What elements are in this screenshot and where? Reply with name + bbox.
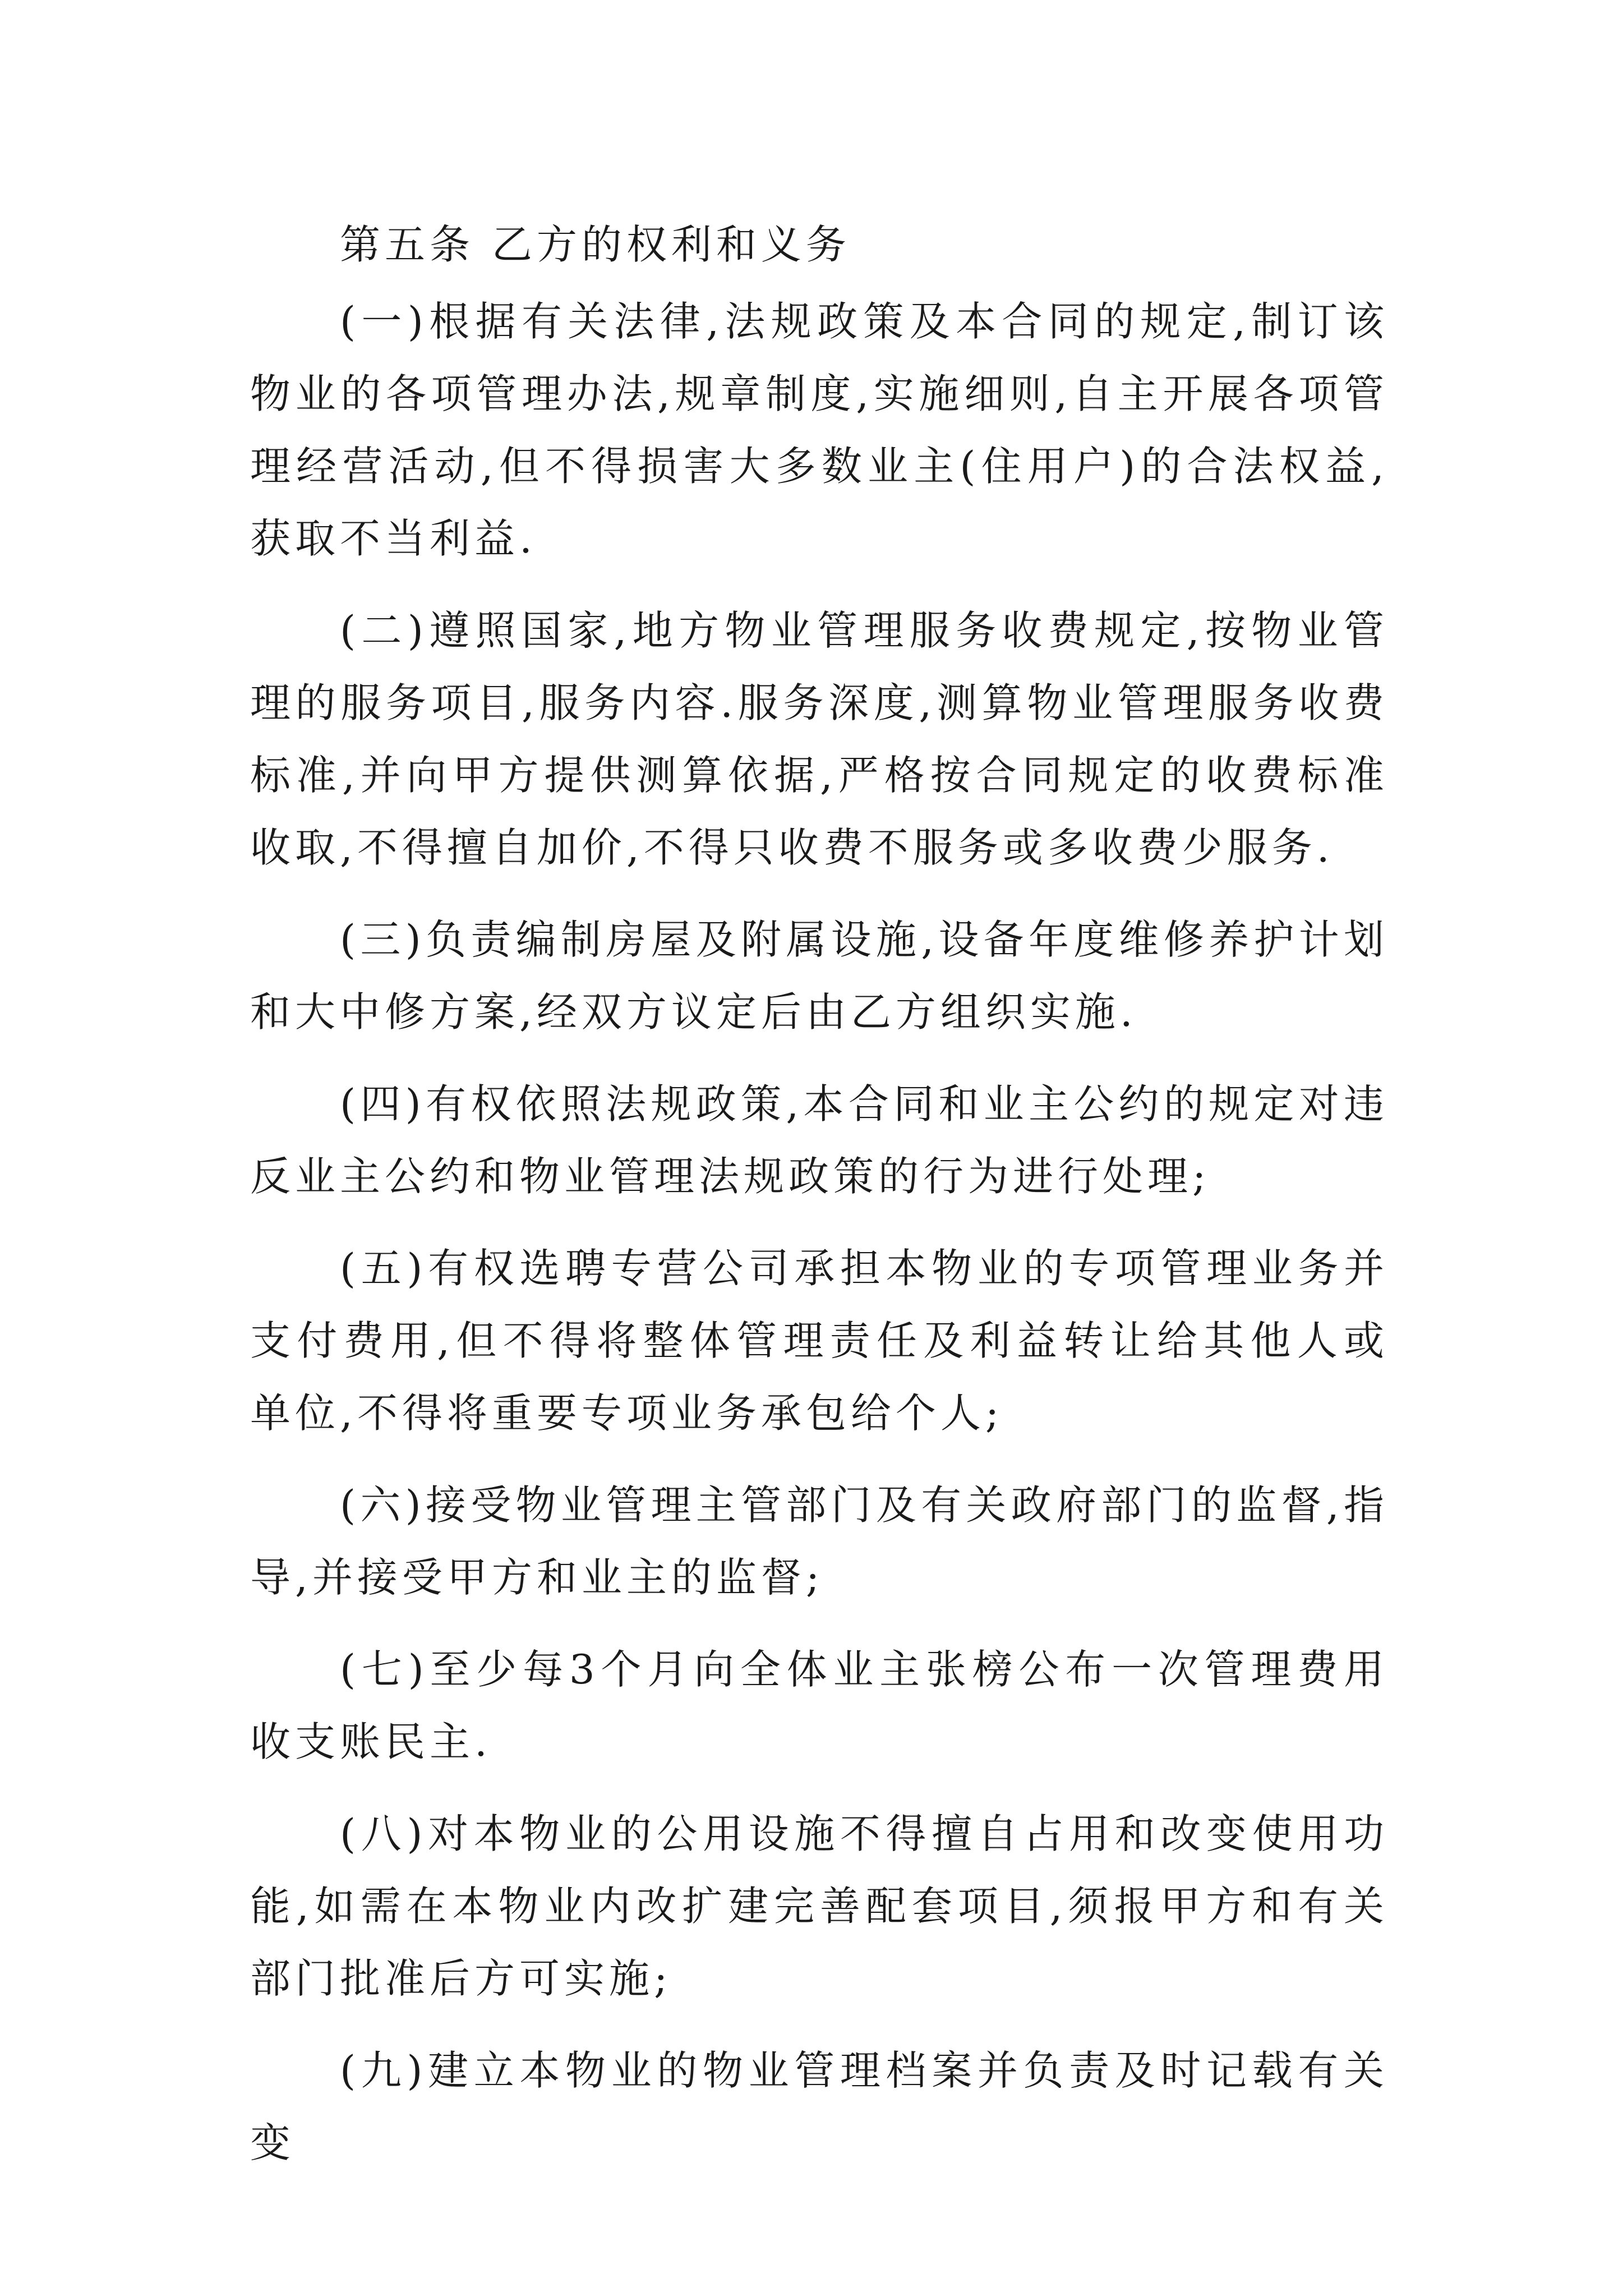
clause-2: (二)遵照国家,地方物业管理服务收费规定,按物业管理的服务项目,服务内容.服务深度,测算物业管理服务收费标准,并向甲方提供测算依据,严格按合同规定的收费标准收取,不得擅自加价,不得只收费不服务或多收费少服务.	[250, 607, 1389, 871]
clause-7: (七)至少每3个月向全体业主张榜公布一次管理费用收支账民主.	[250, 1646, 1389, 1765]
clause-1: (一)根据有关法律,法规政策及本合同的规定,制订该物业的各项管理办法,规章制度,实施细则,自主开展各项管理经营活动,但不得损害大多数业主(住用户)的合法权益,获取不当利益.	[250, 298, 1389, 562]
clause-9: (九)建立本物业的物业管理档案并负责及时记载有关变	[250, 2047, 1389, 2166]
clause-6: (六)接受物业管理主管部门及有关政府部门的监督,指导,并接受甲方和业主的监督;	[250, 1481, 1389, 1601]
clause-5: (五)有权选聘专营公司承担本物业的专项管理业务并支付费用,但不得将整体管理责任及利益转让给其他人或单位,不得将重要专项业务承包给个人;	[250, 1245, 1389, 1437]
clause-8: (八)对本物业的公用设施不得擅自占用和改变使用功能,如需在本物业内改扩建完善配套项目,须报甲方和有关部门批准后方可实施;	[250, 1810, 1389, 2002]
document-body	[250, 209, 1389, 2199]
article-heading: 第五条 乙方的权利和义务	[340, 221, 851, 268]
clause-3: (三)负责编制房屋及附属设施,设备年度维修养护计划和大中修方案,经双方议定后由乙方组织实施.	[250, 916, 1389, 1036]
clause-4: (四)有权依照法规政策,本合同和业主公约的规定对违反业主公约和物业管理法规政策的行为进行处理;	[250, 1080, 1389, 1200]
